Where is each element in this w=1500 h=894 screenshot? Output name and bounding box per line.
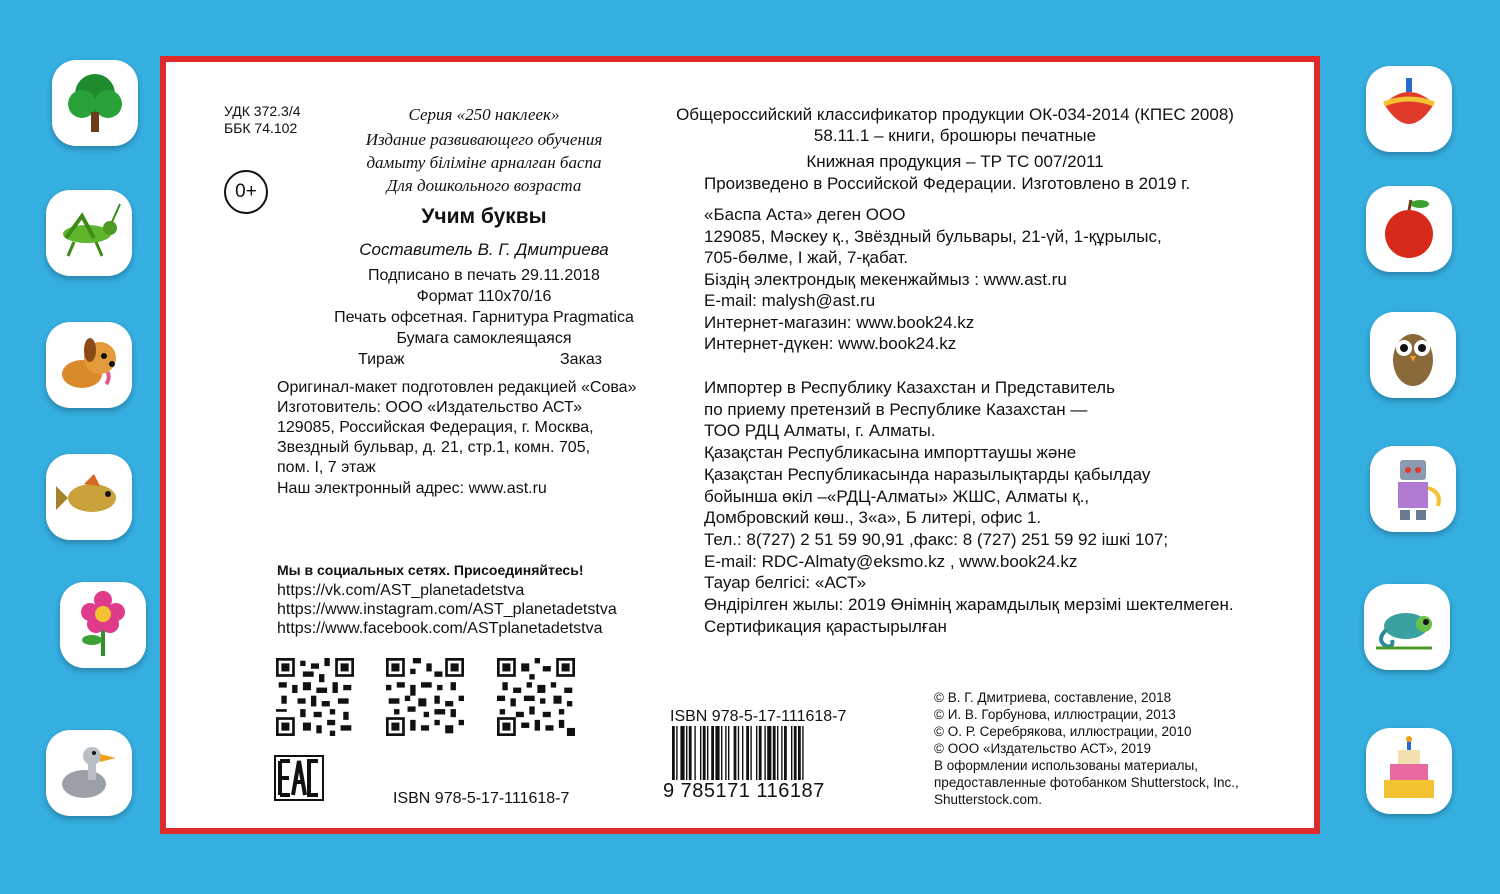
barcode-bar [794, 726, 797, 782]
barcode-bar [700, 726, 701, 782]
copyright-line: © И. В. Горбунова, иллюстрации, 2013 [934, 707, 1176, 722]
kz-line: 705-бөлме, I жай, 7-қабат. [704, 248, 908, 267]
importer-line: Тауар белгісі: «АСТ» [704, 573, 867, 593]
barcode-bar [746, 726, 749, 782]
importer-line: Қазақстан Республикасында наразылықтарды қабылдау [704, 464, 1151, 484]
flower-sticker [60, 582, 146, 668]
barcode-bar [734, 726, 737, 782]
importer-line: ТОО РДЦ Алматы, г. Алматы. [704, 421, 936, 441]
copyright-line: В оформлении использованы материалы, [934, 758, 1198, 773]
copyright-line: предоставленные фотобанком Shutterstock, Inc., [934, 775, 1239, 790]
copyright-block [934, 689, 1239, 808]
format-line: Формат 110х70/16 [416, 288, 552, 305]
kz-line: 129085, Мәскеу қ., Звёздный бульвары, 21-үй, 1-құрылыс, [704, 226, 1162, 246]
book-title: Учим буквы [421, 205, 547, 228]
barcode-bar [711, 726, 714, 782]
maker-line: Оригинал-макет подготовлен редакцией «Сова» [277, 379, 637, 396]
robot-sticker [1370, 446, 1456, 532]
print-line: Печать офсетная. Гарнитура Pragmatica [334, 309, 634, 326]
maker-line: Наш электронный адрес: www.ast.ru [277, 480, 547, 497]
goose-icon [54, 738, 124, 808]
tree-icon [60, 68, 130, 138]
barcode-bar [781, 726, 782, 782]
barcode-bar [759, 726, 762, 782]
eac-mark [274, 755, 324, 801]
spinning-top-sticker [1366, 66, 1452, 152]
barcode-bar [680, 726, 684, 782]
copyright-line: © ООО «Издательство АСТ», 2019 [934, 741, 1152, 756]
puppy-sticker [46, 322, 132, 408]
edition-kz-line: дамыту біліміне арналған баспа [366, 153, 602, 172]
importer-line: бойынша өкіл –«РДЦ-Алматы» ЖШС, Алматы қ., [704, 486, 1090, 506]
grasshopper-icon [54, 198, 124, 268]
udk-code: УДК 372.3/4 [224, 103, 301, 119]
social-link-facebook[interactable]: https://www.facebook.com/ASTplanetadetstva [277, 620, 603, 637]
importer-line: Сертификация қарастырылған [704, 616, 947, 636]
tree-sticker [52, 60, 138, 146]
cake-sticker [1366, 728, 1452, 814]
barcode-bar [784, 726, 787, 782]
classifier-line: 58.11.1 – книги, брошюры печатные [813, 126, 1097, 145]
audience-line: Для дошкольного возраста [386, 176, 582, 195]
qr-code-instagram [386, 658, 464, 736]
barcode-bar [750, 726, 751, 782]
importer-block [704, 377, 1234, 637]
kz-line: Интернет-магазин: www.book24.kz [704, 312, 975, 332]
qr-code-facebook [497, 658, 575, 736]
owl-icon [1378, 320, 1448, 390]
barcode-bar [756, 726, 757, 782]
kz-line: «Баспа Аста» деген ООО [704, 205, 906, 224]
barcode-bar [725, 726, 726, 782]
importer-line: Қазақстан Республикасына импорттаушы және [704, 443, 1077, 463]
barcode-bar [715, 726, 719, 782]
chameleon-icon [1372, 592, 1442, 662]
isbn-left: ISBN 978-5-17-111618-7 [393, 790, 570, 807]
barcode-bar [689, 726, 692, 782]
maker-line: 129085, Российская Федерация, г. Москва, [277, 419, 594, 436]
tirazh-label: Тираж [358, 351, 405, 368]
maker-line: пом. I, 7 этаж [277, 459, 376, 476]
barcode-bar [694, 726, 695, 782]
grasshopper-sticker [46, 190, 132, 276]
social-link-vk[interactable]: https://vk.com/AST_planetadetstva [277, 582, 525, 599]
copyright-line: Shutterstock.com. [934, 792, 1043, 807]
classifier-line: Общероссийский классификатор продукции ОК-034-2014 (КПЕС 2008) [676, 105, 1234, 124]
goose-sticker [46, 730, 132, 816]
barcode-bar [703, 726, 706, 782]
compiler-line: Составитель В. Г. Дмитриева [359, 240, 609, 259]
qr-code-vk [276, 658, 354, 736]
fish-sticker [46, 454, 132, 540]
bbk-code: ББК 74.102 [224, 120, 298, 136]
eac-icon [274, 755, 324, 801]
importer-line: Тел.: 8(727) 2 51 59 90,91 ,факс: 8 (727) 251 59 92 ішкі 107; [704, 529, 1169, 549]
barcode-digits: 9 785171 116187 [663, 780, 825, 802]
importer-line: Өндірілген жылы: 2019 Өнімнің жарамдылық мерзімі шектелмеген. [704, 595, 1234, 615]
age-rating-badge: 0+ [224, 170, 268, 214]
apple-sticker [1366, 186, 1452, 272]
edition-ru-line: Издание развивающего обучения [365, 130, 603, 149]
series-line: Серия «250 наклеек» [408, 105, 560, 124]
robot-icon [1378, 454, 1448, 524]
flower-icon [68, 590, 138, 660]
kz-line: E-mail: malysh@ast.ru [704, 291, 876, 310]
zakaz-label: Заказ [560, 351, 602, 368]
tr-line: Книжная продукция – ТР ТС 007/2011 [806, 152, 1104, 171]
importer-line: Импортер в Республику Казахстан и Представитель [704, 378, 1115, 397]
puppy-icon [54, 330, 124, 400]
kz-line: Біздің электрондық мекенжаймыз : www.ast.ru [704, 269, 1067, 289]
barcode-bar [798, 726, 801, 782]
importer-line: E-mail: RDC-Almaty@eksmo.kz , www.book24.kz [704, 551, 1078, 571]
made-line: Произведено в Российской Федерации. Изготовлено в 2019 г. [704, 174, 1191, 193]
cake-icon [1374, 736, 1444, 806]
barcode-bar [773, 726, 776, 782]
maker-line: Звездный бульвар, д. 21, стр.1, комн. 705, [277, 439, 591, 456]
barcode-bar [707, 726, 708, 782]
social-link-instagram[interactable]: https://www.instagram.com/AST_planetadetstva [277, 601, 617, 618]
social-heading: Мы в социальных сетях. Присоединяйтесь! [277, 562, 584, 578]
copyright-line: © О. Р. Серебрякова, иллюстрации, 2010 [934, 724, 1192, 739]
maker-line: Изготовитель: ООО «Издательство АСТ» [277, 399, 582, 416]
barcode-bar [686, 726, 687, 782]
barcode-bar [728, 726, 729, 782]
barcode-bar [764, 726, 765, 782]
signed-line: Подписано в печать 29.11.2018 [368, 267, 600, 284]
spinning-top-icon [1374, 74, 1444, 144]
importer-line: Домбровский көш., 3«а», Б литері, офис 1. [704, 508, 1042, 528]
fish-icon [54, 462, 124, 532]
chameleon-sticker [1364, 584, 1450, 670]
kz-line: Интернет-дүкен: www.book24.kz [704, 334, 957, 353]
barcode-bar [721, 726, 722, 782]
kz-publisher-block [704, 204, 1162, 355]
owl-sticker [1370, 312, 1456, 398]
copyright-line: © В. Г. Дмитриева, составление, 2018 [934, 690, 1172, 705]
barcode-bar [777, 726, 778, 782]
barcode-bar [742, 726, 743, 782]
importer-line: по приему претензий в Республике Казахстан — [704, 399, 1088, 419]
barcode-bar [767, 726, 771, 782]
barcode-bar [791, 726, 792, 782]
apple-icon [1374, 194, 1444, 264]
barcode-isbn: ISBN 978-5-17-111618-7 [670, 708, 847, 725]
paper-line: Бумага самоклеящаяся [396, 330, 572, 347]
